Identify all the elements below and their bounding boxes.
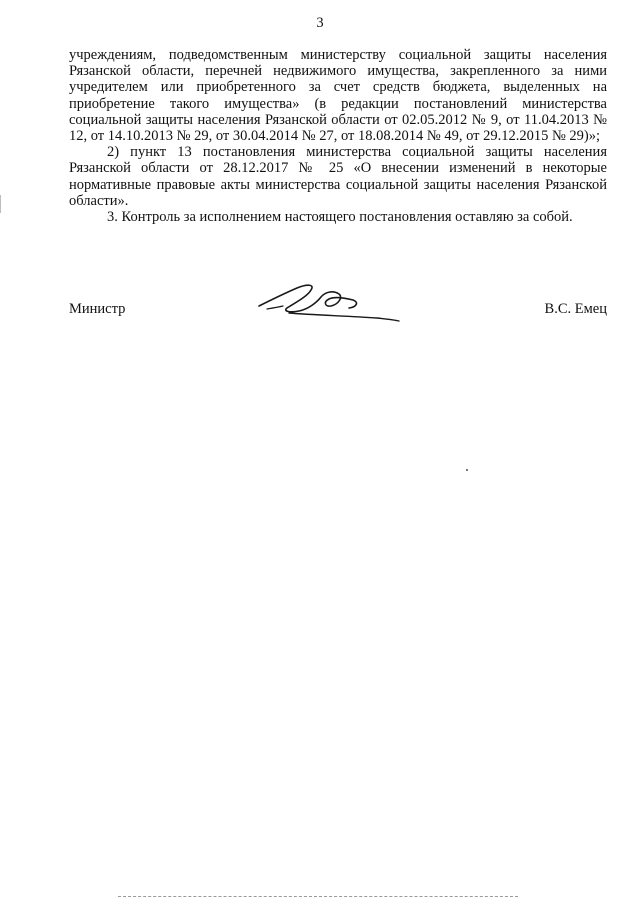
signer-name: В.С. Емец: [544, 301, 607, 317]
handwritten-signature: [253, 280, 403, 328]
signer-title: Министр: [69, 301, 126, 317]
page-number: 3: [316, 15, 324, 31]
page-bottom-edge: [118, 896, 518, 897]
paragraph-item-3: 3. Контроль за исполнением настоящего постановления оставляю за собой.: [107, 209, 573, 226]
document-body: [69, 47, 607, 225]
paragraph-continuation: учреждениям, подведомственным министерству социальной защиты населения Рязанской области, перечней недвижимого имущества, закрепленного за ними учредителем или приобретенного за счет средств бюджета, выделенных на приобретение такого имущества» (в редакции постановлений министерства социальной защиты населения Рязанской области от 02.05.2012 № 9, от 11.04.2013 № 12, от 14.10.2013 № 29, от 30.04.2014 № 27, от 18.08.2014 № 49, от 29.12.2015 № 29)»;: [69, 47, 607, 145]
margin-mark: [0, 195, 5, 213]
scan-speck: [466, 469, 468, 471]
paragraph-item-2: 2) пункт 13 постановления министерства социальной защиты населения Рязанской области от 28.12.2017 № 25 «О внесении изменений в некоторые нормативные правовые акты министерства социальной защиты населения Рязанской области».: [69, 144, 607, 209]
